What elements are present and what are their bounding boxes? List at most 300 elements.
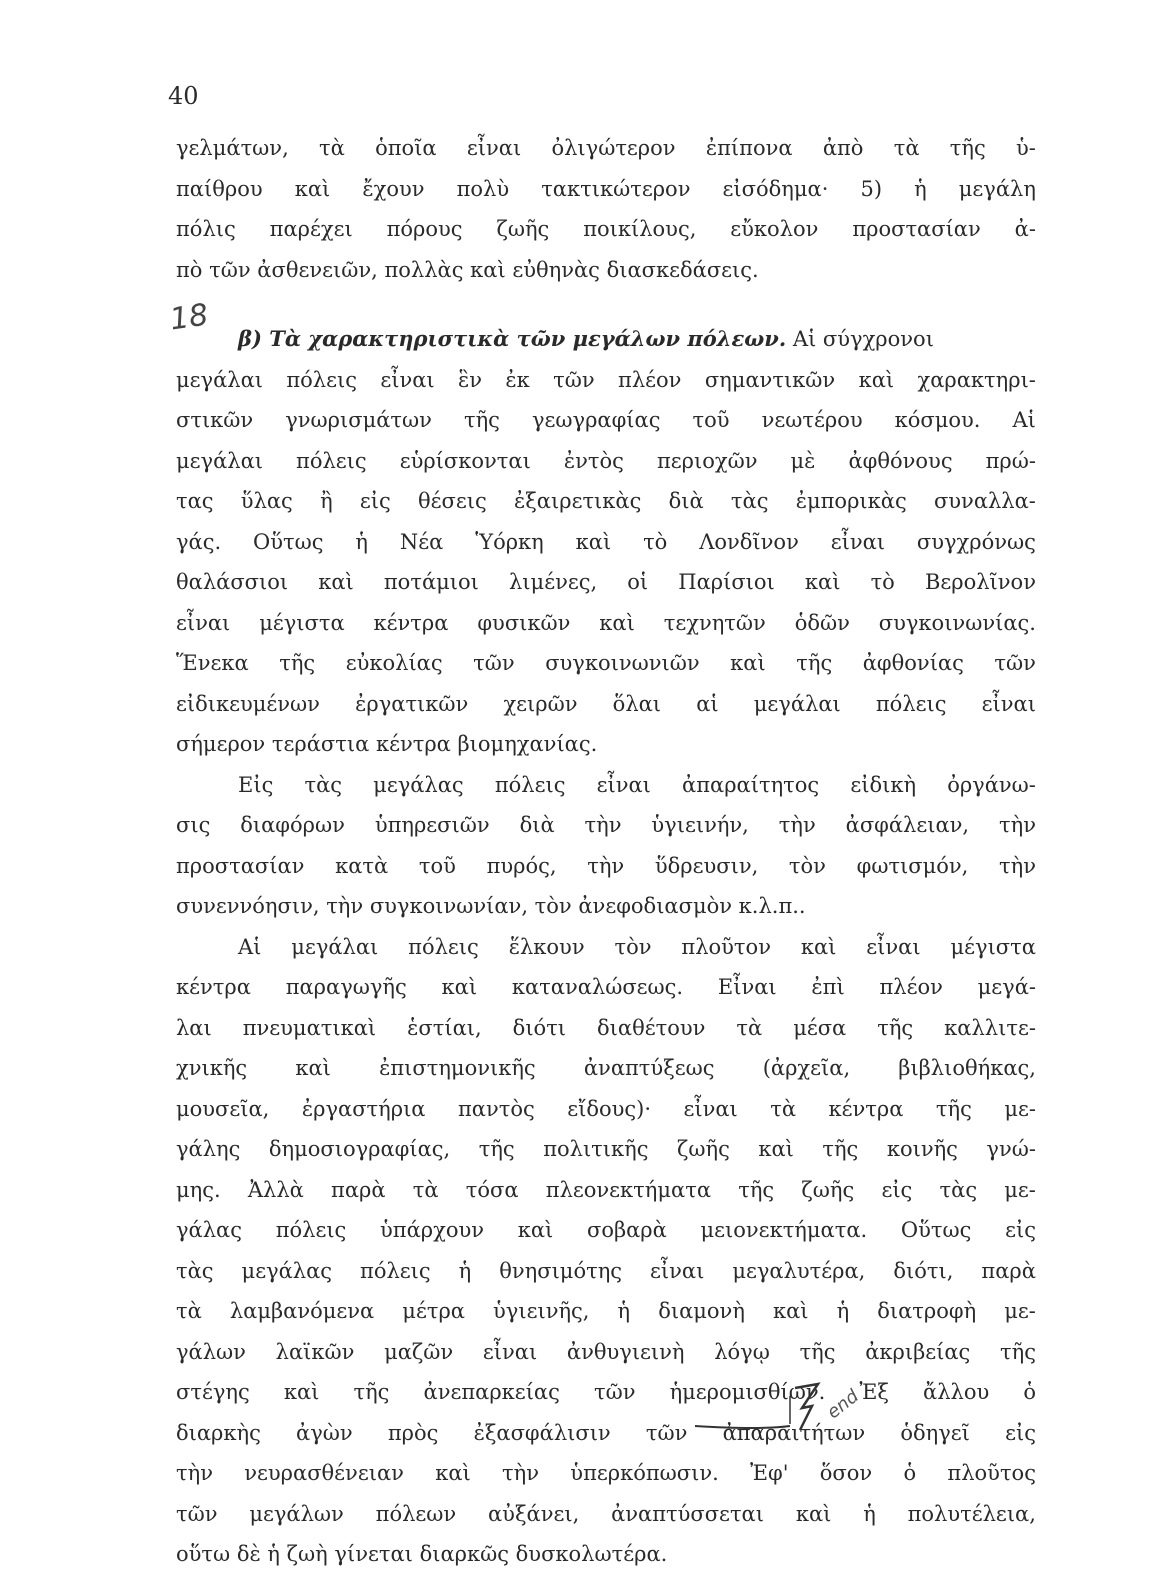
word: ἡ: [863, 1501, 876, 1526]
word: τῆς: [1000, 1339, 1036, 1364]
word: καὶ: [575, 529, 612, 554]
word: Ἀλλὰ: [247, 1177, 304, 1202]
word: ἀναπτύσσεται: [611, 1501, 764, 1526]
word: συγκοινωνιῶν: [545, 651, 700, 675]
word: ἑστίαι,: [407, 1015, 482, 1040]
word: τῆς: [478, 1137, 515, 1161]
text-line: [176, 967, 1036, 1008]
word: τεχνητῶν: [663, 610, 766, 635]
text-line: [176, 765, 1036, 806]
word: παίθρου: [176, 176, 263, 201]
word: τὰς: [730, 489, 769, 513]
word: ἡ: [617, 1299, 631, 1323]
word: γάλων: [176, 1339, 246, 1364]
text-line: [176, 1372, 1036, 1413]
word: ἀπαραίτητος: [682, 772, 820, 797]
word: τὸ: [643, 529, 668, 554]
word: ὑπάρχουν: [380, 1218, 485, 1242]
word: τῆς: [738, 1177, 775, 1202]
word: ποτάμιοι: [383, 570, 479, 594]
word: ὁ: [1023, 1380, 1036, 1404]
word: ὀργάνω-: [947, 772, 1036, 797]
word: τὴν: [999, 853, 1036, 878]
word: τὰ: [736, 1015, 763, 1040]
word: μεγά-: [977, 975, 1036, 999]
word: προστασίαν: [176, 853, 305, 878]
word: παραγωγῆς: [285, 975, 407, 999]
word: εἶναι: [176, 610, 231, 635]
word: Οὕτως: [900, 1218, 972, 1242]
word: γελμάτων,: [176, 136, 289, 160]
word: διὰ: [668, 489, 704, 513]
word: μεγάλων: [249, 1501, 344, 1526]
word: τὸν: [788, 853, 826, 878]
word: μεγάλαι: [176, 367, 263, 392]
text-line: [176, 360, 1036, 401]
word: μὲ: [790, 448, 816, 473]
word: γάλας: [176, 1218, 242, 1242]
word: πρώ-: [985, 448, 1036, 473]
word: τῆς: [949, 136, 986, 160]
text-line: [176, 400, 1036, 441]
word: πόλεις: [875, 691, 947, 716]
text-line: [176, 805, 1036, 846]
text-line: συνεννόησιν, τὴν συγκοινωνίαν, τὸν ἀνεφοδιασμὸν κ.λ.π..: [176, 894, 806, 918]
text-line: [176, 1453, 1036, 1494]
word: εἶναι: [866, 934, 921, 959]
word: καὶ: [804, 570, 841, 594]
word: ὅσον: [819, 1461, 873, 1485]
word: τῶν: [593, 1380, 636, 1404]
word: ὁ: [903, 1461, 917, 1485]
word: τὴν: [502, 1461, 539, 1485]
word: τῆς: [279, 651, 316, 675]
word: πρὸς: [387, 1420, 439, 1445]
word: ἡμερομισθίων.: [669, 1380, 826, 1404]
word: τὰ: [319, 136, 345, 160]
word: διαμονὴ: [658, 1299, 745, 1323]
word: νεωτέρου: [761, 408, 863, 432]
word: τὰς: [176, 1258, 214, 1283]
word: Νέα: [399, 529, 444, 554]
word: Αἱ: [238, 934, 262, 959]
word: καὶ: [772, 1299, 809, 1323]
word: λαι: [176, 1015, 212, 1040]
word: ἐκ: [505, 367, 530, 392]
word: μεγάλαι: [291, 934, 379, 959]
word: τας: [176, 489, 214, 513]
word: γνώ-: [986, 1137, 1036, 1161]
word: πόλεις: [286, 367, 357, 392]
word: εἰς: [881, 1177, 913, 1202]
word: καὶ: [441, 975, 478, 999]
word: με-: [1004, 1299, 1036, 1323]
word: πλοῦτος: [947, 1461, 1036, 1485]
word: τῆς: [877, 1015, 914, 1040]
word: διατροφὴ: [877, 1299, 977, 1323]
word: Λονδῖνον: [699, 529, 799, 554]
word: πλοῦτον: [681, 934, 771, 959]
word: μεγάλαι: [176, 448, 263, 473]
word: καὶ: [294, 176, 331, 201]
word: στέγης: [176, 1380, 250, 1404]
word: προστασίαν: [852, 217, 981, 241]
word: παρὰ: [331, 1177, 386, 1202]
word: σημαντικῶν: [704, 367, 836, 392]
word: καὶ: [517, 1218, 554, 1242]
word: καὶ: [795, 1501, 832, 1526]
word: καὶ: [758, 1137, 794, 1161]
word: γάλης: [176, 1137, 241, 1161]
word: τακτικώτερον: [541, 176, 691, 201]
word: ἀπὸ: [822, 136, 864, 160]
word: τῆς: [799, 1339, 836, 1364]
word: ἓν: [458, 367, 483, 392]
word: ἡ: [914, 176, 927, 201]
word: ἕλκουν: [508, 934, 585, 959]
word: εὑρίσκονται: [399, 448, 531, 473]
word: γάς.: [176, 529, 222, 554]
word: τὰς: [304, 772, 343, 797]
text-line: [176, 1291, 1036, 1332]
word: τὰ: [893, 136, 920, 160]
word: χειρῶν: [503, 691, 578, 716]
word: εἶναι: [596, 772, 651, 797]
text-line: [176, 522, 1036, 563]
word: κατὰ: [335, 853, 389, 878]
word: Ἐφ': [750, 1461, 789, 1485]
word: ἐπιστημονικῆς: [379, 1056, 536, 1080]
word: Βερολῖνον: [924, 570, 1036, 594]
text-line: πὸ τῶν ἀσθενειῶν, πολλὰς καὶ εὐθηνὰς διασκεδάσεις.: [176, 257, 759, 282]
section-heading-rest: Αἱ σύγχρονοι: [792, 327, 934, 351]
word: θνησιμότης: [499, 1258, 623, 1283]
word: τόσα: [465, 1177, 519, 1202]
word: μης.: [176, 1177, 221, 1202]
word: πόρους: [386, 217, 463, 241]
word: συναλλα-: [933, 489, 1036, 513]
word: τὴν: [778, 813, 816, 837]
word: παρὰ: [981, 1258, 1036, 1283]
word: περιοχῶν: [656, 448, 758, 473]
word: εἶναι: [683, 1096, 738, 1121]
word: ἡ: [355, 529, 369, 554]
word: ἐμπορικὰς: [795, 489, 907, 513]
word: ἡ: [458, 1258, 472, 1283]
text-line: [176, 846, 1036, 887]
word: εἶναι: [482, 1339, 538, 1364]
word: εὐκολίας: [345, 651, 443, 675]
word: συγχρόνως: [916, 529, 1036, 554]
word: φυσικῶν: [477, 610, 571, 635]
word: λόγῳ: [714, 1339, 770, 1364]
word: τῆς: [463, 408, 500, 432]
text-line: [176, 441, 1036, 482]
handwritten-margin-number: 18: [167, 297, 211, 338]
word: πόλεις: [408, 934, 479, 959]
word: ὀλιγώτερον: [551, 136, 676, 160]
word: τοῦ: [692, 408, 730, 432]
word: ζωῆς: [801, 1177, 855, 1202]
word: ἀκριβείας: [865, 1339, 971, 1364]
word: μεγαλυτέρα,: [732, 1258, 866, 1283]
word: τῆς: [822, 1137, 859, 1161]
word: καὶ: [800, 934, 837, 959]
word: εἶναι: [380, 367, 435, 392]
word: τὰ: [770, 1096, 797, 1121]
word: ζωῆς: [496, 217, 550, 241]
word: ἐργατικῶν: [355, 691, 469, 716]
word: εὔκολον: [730, 217, 819, 241]
word: καλλιτε-: [944, 1015, 1036, 1040]
word: τὸ: [870, 570, 895, 594]
word: Εἰς: [238, 772, 274, 797]
word: νευρασθένειαν: [244, 1461, 404, 1485]
word: θέσεις: [418, 489, 487, 513]
word: Ὑόρκη: [475, 529, 544, 554]
word: τῶν: [176, 1501, 218, 1526]
word: Οὕτως: [253, 529, 324, 554]
word: ἀνθυγιεινὴ: [566, 1339, 685, 1364]
word: παρέχει: [269, 217, 353, 241]
word: πλέον: [879, 975, 943, 999]
word: μεγάλας: [373, 772, 464, 797]
word: πυρός,: [486, 853, 557, 878]
word: Εἶναι: [717, 975, 777, 999]
word: κέντρα: [373, 610, 449, 635]
text-line: [176, 562, 1036, 603]
word: κοινῆς: [886, 1137, 958, 1161]
text-line: οὕτω δὲ ἡ ζωὴ γίνεται διαρκῶς δυσκολωτέρα.: [176, 1542, 668, 1566]
word: ἢ: [320, 489, 333, 513]
word: εἶναι: [830, 529, 886, 554]
word: λαμβανόμενα: [229, 1299, 375, 1323]
text-line: [176, 1210, 1036, 1251]
word: πόλις: [176, 217, 236, 241]
word: λαϊκῶν: [275, 1339, 355, 1364]
word: καὶ: [858, 367, 895, 392]
word: εἰς: [1005, 1218, 1036, 1242]
word: Αἱ: [1012, 408, 1036, 432]
word: πλεονεκτήματα: [545, 1177, 711, 1202]
word: τὴν: [587, 853, 625, 878]
word: ἔχουν: [362, 176, 425, 201]
word: πόλεων: [375, 1501, 457, 1526]
word: τῆς: [796, 651, 833, 675]
word: τῆς: [353, 1380, 390, 1404]
word: ἀ-: [1014, 217, 1036, 241]
word: γεωγραφίας: [531, 408, 661, 432]
word: τὸν: [614, 934, 652, 959]
word: ἀφθόνους: [848, 448, 953, 473]
word: πόλεις: [360, 1258, 431, 1283]
text-line: [176, 1251, 1036, 1292]
word: με-: [1004, 1177, 1036, 1202]
handwritten-side-note: end: [823, 1385, 863, 1424]
text-line: [176, 209, 1036, 250]
word: μειονεκτήματα.: [700, 1218, 868, 1242]
word: τὴν: [584, 813, 622, 837]
word: ὁδῶν: [794, 610, 850, 635]
word: μέτρα: [402, 1299, 465, 1323]
word: κέντρα: [828, 1096, 904, 1121]
text-line: [176, 1170, 1036, 1211]
word: λιμένες,: [509, 570, 598, 594]
word: καὶ: [318, 570, 354, 594]
word: ὁποῖα: [375, 136, 437, 160]
word: εἰδικευμένων: [176, 691, 320, 716]
word: πολὺ: [456, 176, 510, 201]
word: ἀφθονίας: [862, 651, 964, 675]
word: χαρακτηρι-: [917, 367, 1036, 392]
word: μέγιστα: [950, 934, 1036, 959]
word: μουσεῖα,: [176, 1096, 270, 1121]
word: τὰ: [412, 1177, 439, 1202]
word: ὁδηγεῖ: [900, 1420, 970, 1445]
text-line: [176, 1413, 1036, 1454]
word: ἐπὶ: [811, 975, 845, 999]
word: τῶν: [645, 1420, 688, 1445]
text-line: [176, 1332, 1036, 1373]
word: αἱ: [696, 691, 719, 716]
text-line: [176, 1008, 1036, 1049]
word: ποικίλους,: [583, 217, 697, 241]
word: θαλάσσιοι: [176, 570, 289, 594]
word: καὶ: [283, 1380, 320, 1404]
word: καὶ: [435, 1461, 471, 1485]
word: ἐντὸς: [563, 448, 624, 473]
word: τῶν: [994, 651, 1036, 675]
word: 5): [860, 176, 883, 201]
document-body: [176, 128, 1036, 1575]
word: πνευματικαὶ: [242, 1015, 377, 1040]
word: (ἀρχεῖα,: [762, 1056, 851, 1080]
word: εἴδους)·: [567, 1096, 652, 1121]
word: πλέον: [618, 367, 682, 392]
word: αὐξάνει,: [488, 1501, 580, 1526]
word: πόλεις: [494, 772, 566, 797]
word: τῶν: [473, 651, 515, 675]
word: ὑπερκόπωσιν.: [570, 1461, 719, 1485]
word: ὑπηρεσιῶν: [374, 813, 490, 837]
text-line: [176, 481, 1036, 522]
word: εἰς: [1005, 1420, 1036, 1445]
text-line: [176, 603, 1036, 644]
text-line: [176, 927, 1036, 968]
word: χνικῆς: [176, 1056, 248, 1080]
word: εἶναι: [466, 136, 522, 160]
word: ἐξασφάλισιν: [473, 1420, 611, 1445]
word: ἀνεπαρκείας: [423, 1380, 560, 1404]
word: εἶναι: [650, 1258, 705, 1283]
word: δημοσιογραφίας,: [268, 1137, 451, 1161]
word: εἰς: [359, 489, 391, 513]
word: διαρκὴς: [176, 1420, 261, 1445]
word: γνωρισμάτων: [285, 408, 432, 432]
word: εἰσόδημα·: [722, 176, 829, 201]
section-heading-line: [176, 319, 1036, 360]
word: ἐργαστήρια: [301, 1096, 426, 1121]
word: ἄλλου: [923, 1380, 990, 1404]
word: φωτισμόν,: [856, 853, 969, 878]
word: διὰ: [519, 813, 555, 837]
word: τὴν: [999, 813, 1036, 837]
word: μεγάλαι: [753, 691, 841, 716]
word: διότι: [512, 1015, 567, 1040]
word: Ἐξ: [859, 1380, 889, 1404]
word: ὑγιεινῆς,: [493, 1299, 590, 1323]
word: πόλεις: [296, 448, 367, 473]
word: με-: [1004, 1096, 1036, 1121]
word: ἐξαιρετικὰς: [513, 489, 642, 513]
word: διαφόρων: [240, 813, 345, 837]
word: τὴν: [176, 1461, 213, 1485]
word: ὑ-: [1016, 136, 1036, 160]
word: τῆς: [935, 1096, 972, 1121]
word: τὰ: [176, 1299, 202, 1323]
word: στικῶν: [176, 408, 254, 432]
word: ἀγὼν: [296, 1420, 353, 1445]
word: πόλεις: [275, 1218, 347, 1242]
word: ὑγιεινήν,: [651, 813, 749, 837]
word: κέντρα: [176, 975, 251, 999]
word: καταναλώσεως.: [511, 975, 684, 999]
word: τοῦ: [418, 853, 456, 878]
word: τὰς: [939, 1177, 978, 1202]
word: τῶν: [553, 367, 595, 392]
text-line: [176, 169, 1036, 210]
text-line: [176, 684, 1036, 725]
section-heading: β) Τὰ χαρακτηριστικὰ τῶν μεγάλων πόλεων.: [238, 326, 787, 351]
word: μεγάλας: [241, 1258, 333, 1283]
word: ὅλαι: [612, 691, 662, 716]
word: Ἕνεκα: [176, 651, 249, 675]
word: διαθέτουν: [597, 1015, 706, 1040]
word: ἀπαραιτήτων: [722, 1420, 866, 1445]
word: σοβαρὰ: [586, 1218, 667, 1242]
word: μέγιστα: [259, 610, 345, 635]
word: παντὸς: [457, 1096, 535, 1121]
text-line: [176, 1089, 1036, 1130]
word: ὕλας: [240, 489, 293, 513]
page-number: 40: [168, 82, 199, 110]
word: συγκοινωνίας.: [878, 610, 1036, 635]
word: διότι,: [893, 1258, 954, 1283]
word: ἀναπτύξεως: [583, 1056, 715, 1080]
text-line: [176, 128, 1036, 169]
word: εἰδικὴ: [850, 772, 917, 797]
text-line: [176, 1129, 1036, 1170]
word: καὶ: [730, 651, 766, 675]
word: ζωῆς: [676, 1137, 730, 1161]
word: μεγάλη: [958, 176, 1036, 201]
word: οἱ: [627, 570, 649, 594]
word: μέσα: [793, 1015, 847, 1040]
word: καὶ: [295, 1056, 331, 1080]
word: βιβλιοθήκας,: [898, 1056, 1036, 1080]
word: εἶναι: [981, 691, 1036, 716]
text-line: [176, 643, 1036, 684]
word: Παρίσιοι: [678, 570, 775, 594]
word: ἐπίπονα: [705, 136, 793, 160]
word: πολυτέλεια,: [907, 1501, 1036, 1526]
word: κόσμου.: [894, 408, 981, 432]
word: σις: [176, 813, 211, 837]
word: ἡ: [836, 1299, 850, 1323]
word: μαζῶν: [384, 1339, 454, 1364]
word: ἀσφάλειαν,: [845, 813, 970, 837]
text-line: σήμερον τεράστια κέντρα βιομηχανίας.: [176, 732, 598, 756]
